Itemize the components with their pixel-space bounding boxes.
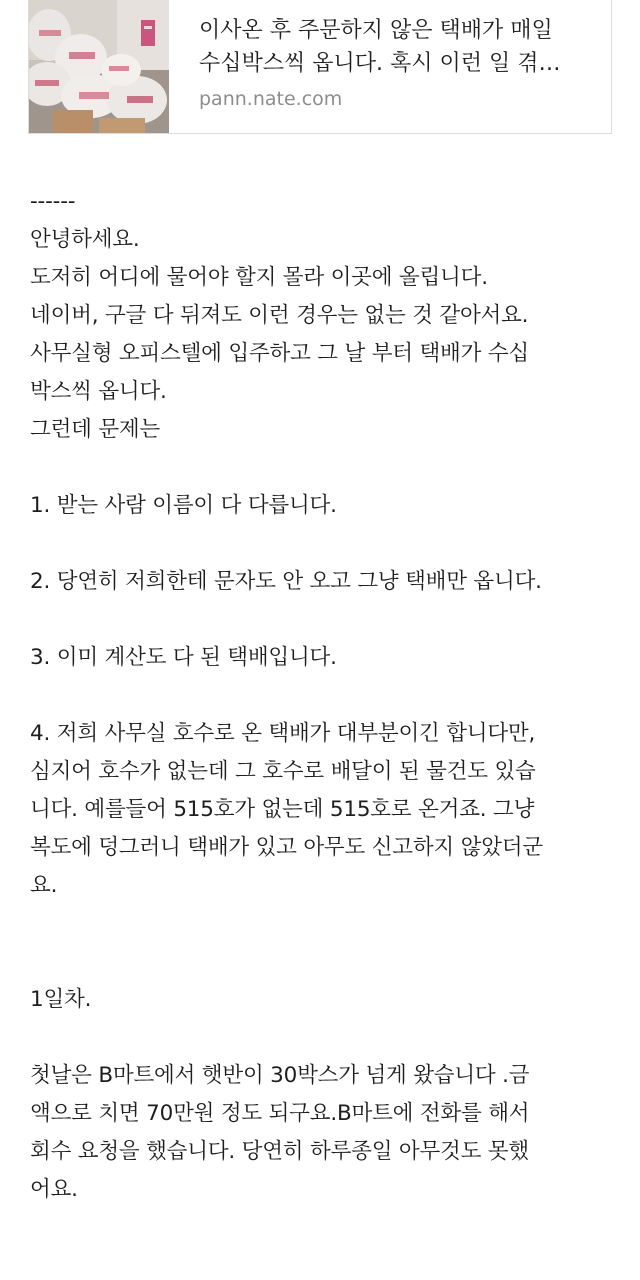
- post-line: 회수 요청을 했습니다. 당연히 하루종일 아무것도 못했: [30, 1139, 529, 1164]
- post-line: [30, 525, 630, 563]
- post-line: 요.: [30, 873, 58, 898]
- post-line: 박스씩 옵니다.: [30, 379, 167, 404]
- post-line: 4. 저희 사무실 호수로 온 택배가 대부분이긴 합니다만,: [30, 721, 536, 746]
- post-line: 그런데 문제는: [30, 417, 161, 442]
- post-line: 니다. 예를들어 515호가 없는데 515호로 온거죠. 그냥: [30, 797, 535, 822]
- link-preview-card[interactable]: [28, 0, 612, 134]
- post-line: [30, 1019, 630, 1057]
- post-line: 1. 받는 사람 이름이 다 다릅니다.: [30, 493, 337, 518]
- post-line: [30, 677, 630, 715]
- post-line: 1일차.: [30, 987, 92, 1012]
- link-preview-thumbnail: [29, 0, 169, 133]
- post-line: 안녕하세요.: [30, 227, 140, 252]
- post-line: [30, 449, 630, 487]
- post-line: 첫날은 B마트에서 햇반이 30박스가 넘게 왔습니다 .금: [30, 1063, 530, 1088]
- link-preview-source: pann.nate.com: [199, 88, 343, 110]
- link-preview-title: 이사온 후 주문하지 않은 택배가 매일 수십박스씩 옵니다. 혹시 이런 일 겪…: [199, 18, 561, 76]
- post-line: 도저히 어디에 물어야 할지 몰라 이곳에 올립니다.: [30, 265, 488, 290]
- post-line: 복도에 덩그러니 택배가 있고 아무도 신고하지 않았더군: [30, 835, 543, 860]
- post-line: [30, 905, 630, 943]
- post-line: 네이버, 구글 다 뒤져도 이런 경우는 없는 것 같아서요.: [30, 303, 529, 328]
- post-line: [30, 943, 630, 981]
- post-line: 어요.: [30, 1177, 78, 1202]
- post-line: 심지어 호수가 없는데 그 호수로 배달이 된 물건도 있습: [30, 759, 536, 784]
- post-body: [30, 183, 630, 1209]
- post-line: [30, 601, 630, 639]
- parcel-pile-photo-icon: [29, 0, 169, 133]
- post-line: 3. 이미 계산도 다 된 택배입니다.: [30, 645, 337, 670]
- post-line: 2. 당연히 저희한테 문자도 안 오고 그냥 택배만 옵니다.: [30, 569, 542, 594]
- post-line: ------: [30, 189, 76, 214]
- post-line: 사무실형 오피스텔에 입주하고 그 날 부터 택배가 수십: [30, 341, 529, 366]
- link-preview-text: [169, 0, 611, 133]
- post-line: 액으로 치면 70만원 정도 되구요.B마트에 전화를 해서: [30, 1101, 530, 1126]
